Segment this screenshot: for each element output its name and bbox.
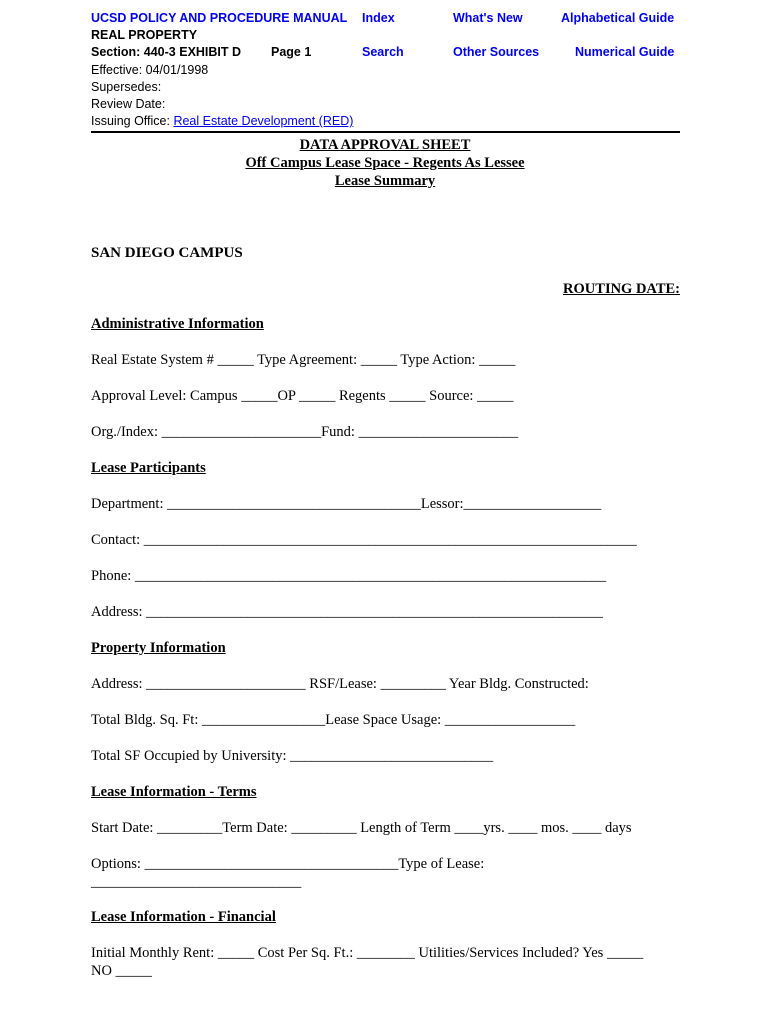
- alphabetical-guide-link[interactable]: Alphabetical Guide: [561, 11, 675, 25]
- supersedes: Supersedes:: [91, 79, 162, 94]
- section-administrative-information: Administrative Information: [91, 316, 264, 332]
- section-lease-participants: Lease Participants: [91, 460, 206, 476]
- manual-header: [91, 10, 691, 130]
- title-off-campus-lease: Off Campus Lease Space - Regents As Lessee: [245, 155, 525, 171]
- effective-date: Effective: 04/01/1998: [91, 62, 209, 77]
- section-property-information: Property Information: [91, 640, 226, 656]
- participant-address-line: Address: _______________________________________________________________: [91, 604, 603, 620]
- other-sources-link[interactable]: Other Sources: [453, 45, 540, 60]
- utilities-no-line: NO _____: [91, 963, 152, 979]
- issuing-office: [91, 113, 691, 130]
- contact-line: Contact: ____________________________________________________________________: [91, 532, 637, 548]
- title-lease-summary: Lease Summary: [334, 173, 436, 189]
- initial-monthly-rent-line: Initial Monthly Rent: _____ Cost Per Sq. Ft.: ________ Utilities/Services Included? Yes _____: [91, 945, 644, 961]
- issuing-office-label: Issuing Office:: [91, 114, 174, 129]
- total-sf-occupied-line: Total SF Occupied by University: ____________________________: [91, 748, 494, 764]
- title-data-approval-sheet: DATA APPROVAL SHEET: [299, 137, 471, 153]
- manual-title-link[interactable]: UCSD POLICY AND PROCEDURE MANUAL: [91, 11, 348, 25]
- total-bldg-sqft-line: Total Bldg. Sq. Ft: _________________Lease Space Usage: __________________: [91, 712, 576, 728]
- issuing-office-link[interactable]: Real Estate Development (RED): [173, 114, 354, 129]
- header-row-1: [91, 10, 691, 27]
- review-date: Review Date:: [91, 96, 166, 111]
- section-lease-terms: Lease Information - Terms: [91, 784, 257, 800]
- search-link[interactable]: Search: [362, 45, 404, 60]
- start-date-line: Start Date: _________Term Date: _________ Length of Term ____yrs. ____ mos. ____ days: [91, 820, 632, 836]
- property-address-line: Address: ______________________ RSF/Lease: _________ Year Bldg. Constructed:: [91, 676, 589, 692]
- subject-line: REAL PROPERTY: [91, 28, 198, 43]
- page-number: Page 1: [271, 45, 312, 60]
- approval-level-line: Approval Level: Campus _____OP _____ Regents _____ Source: _____: [91, 388, 514, 404]
- header-row-3: [91, 44, 691, 61]
- numerical-guide-link[interactable]: Numerical Guide: [575, 45, 675, 60]
- real-estate-system-line: Real Estate System # _____ Type Agreement: _____ Type Action: _____: [91, 352, 516, 368]
- org-index-line: Org./Index: ______________________Fund: ______________________: [91, 424, 519, 440]
- routing-date: ROUTING DATE:: [563, 281, 680, 297]
- options-continuation-line: _____________________________: [91, 874, 302, 890]
- index-link[interactable]: Index: [362, 11, 395, 25]
- options-line: Options: ___________________________________Type of Lease:: [91, 856, 485, 872]
- department-line: Department: ___________________________________Lessor:___________________: [91, 496, 602, 512]
- section-number: Section: 440-3 EXHIBIT D: [91, 45, 242, 60]
- campus-heading: SAN DIEGO CAMPUS: [91, 245, 243, 261]
- header-divider: [91, 131, 680, 133]
- section-lease-financial: Lease Information - Financial: [91, 909, 276, 925]
- phone-line: Phone: _________________________________________________________________: [91, 568, 607, 584]
- whats-new-link[interactable]: What's New: [453, 11, 523, 25]
